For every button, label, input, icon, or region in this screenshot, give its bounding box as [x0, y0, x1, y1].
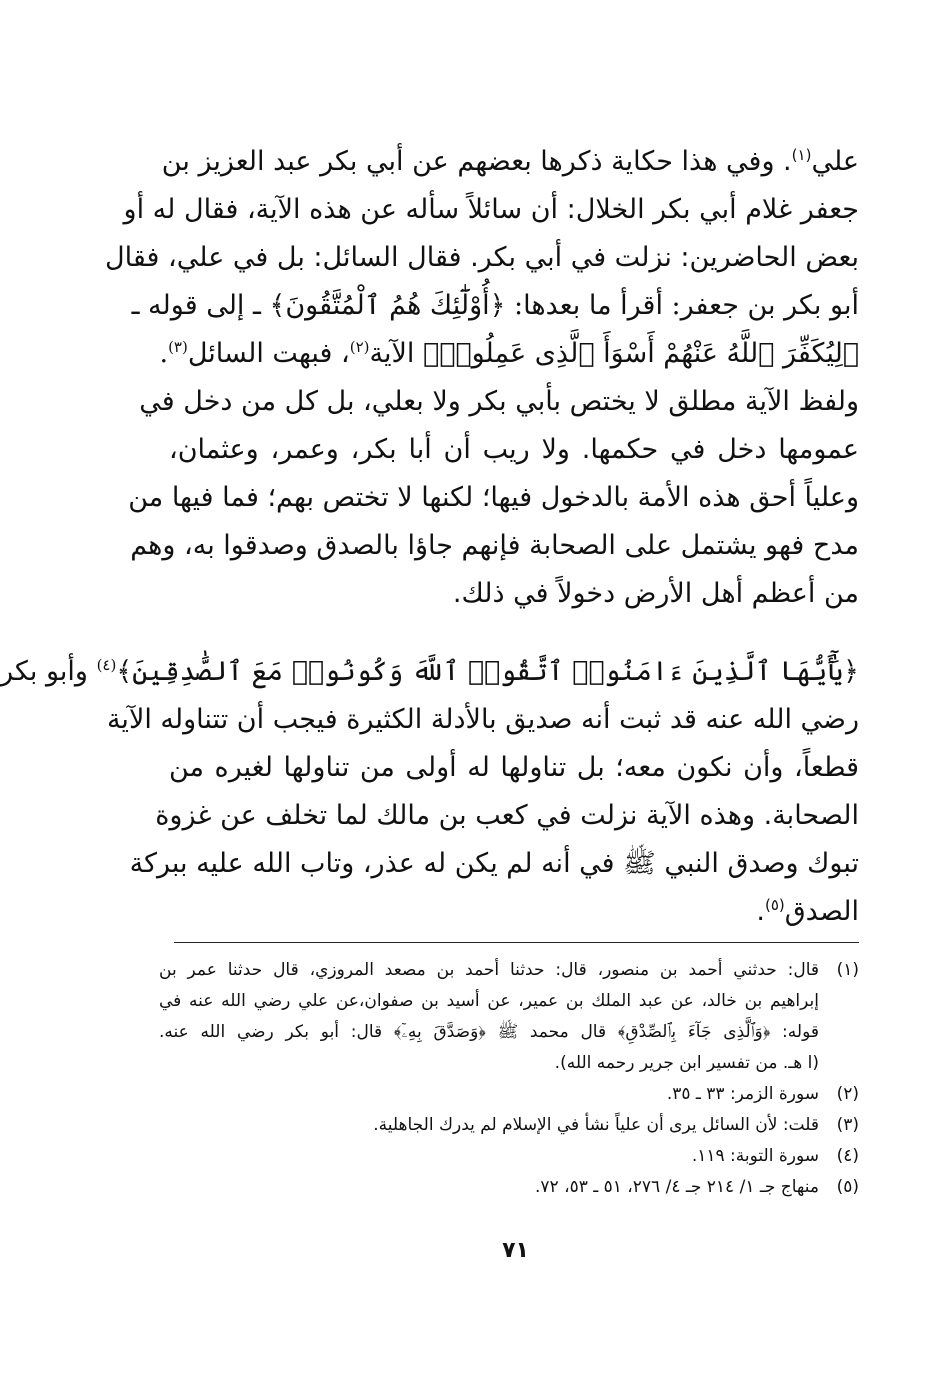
footnote-line: قوله: ﴿وَٱلَّذِى جَآءَ بِٱلصِّدْقِ﴾ قال محمد ﷺ ﴿وَصَدَّقَ بِهِۦٓ﴾ قال: أبو بكر رضي الله عنه.	[159, 1022, 819, 1042]
text-line: عمومها دخل في حكمها. ولا ريب أن أبا بكر، وعمر، وعثمان،	[169, 434, 859, 465]
footnote-line: سورة الزمر: ٣٣ ـ ٣٥.	[666, 1084, 819, 1104]
footnote-text	[159, 955, 819, 1079]
footnote-4	[159, 1141, 859, 1172]
footnotes	[159, 955, 859, 1203]
page-number: ٧١	[502, 1238, 529, 1263]
text-line: الصدق$^{(٥)}$.	[756, 896, 859, 927]
text-line: ﴿لِيُكَفِّرَ ٱللَّهُ عَنْهُمْ أَسْوَأَ ٱلَّذِى عَمِلُوا۟﴾ الآية$^{(٢)}$، فبهت السائل$^{(٣)}$.	[159, 338, 859, 369]
footnote-line: إبراهيم بن خالد، عن عبد الملك بن عمير، عن أسيد بن صفوان،عن علي رضي الله عنه في	[159, 991, 819, 1011]
footnote-1	[159, 955, 859, 1079]
text-line: من أعظم أهل الأرض دخولاً في ذلك.	[452, 578, 859, 609]
text-line: قطعاً، وأن نكون معه؛ بل تناولها له أولى من تناولها لغيره من	[169, 752, 859, 783]
text-line: مدح فهو يشتمل على الصحابة فإنهم جاؤا بالصدق وصدقوا به، وهم	[130, 530, 859, 561]
footnote-text	[159, 1141, 819, 1172]
footnote-ref: (١)	[791, 146, 812, 164]
footnote-ref: (٢)	[349, 338, 370, 356]
footnote-line: قلت: لأن السائل يرى أن علياً نشأ في الإسلام لم يدرك الجاهلية.	[373, 1115, 819, 1135]
text-line: ﴿يَٰٓأَيُّهَا ٱلَّذِينَ ءَامَنُوا۟ ٱتَّقُوا۟ ٱللَّهَ وَكُونُوا۟ مَعَ ٱلصَّٰدِقِينَ﴾$^{(٤)}$ وأبو بكر	[0, 656, 859, 687]
text-line: علي$^{(١)}$. وفي هذا حكاية ذكرها بعضهم عن أبي بكر عبد العزيز بن	[161, 146, 859, 177]
footnote-divider	[174, 942, 859, 943]
footnote-line: سورة التوبة: ١١٩.	[691, 1146, 819, 1166]
footnote-line: قال: حدثني أحمد بن منصور، قال: حدثنا أحمد بن مصعد المروزي، قال حدثنا عمر بن	[159, 960, 819, 980]
footnote-text	[159, 1110, 819, 1141]
footnote-number: (٥)	[836, 1177, 859, 1197]
text-line: ولفظ الآية مطلق لا يختص بأبي بكر ولا بعلي، بل كل من دخل في	[139, 386, 859, 417]
footnote-number: (١)	[836, 960, 859, 980]
footnote-ref: (٣)	[168, 338, 188, 356]
footnote-number: (٤)	[836, 1146, 859, 1166]
text-line: الصحابة. وهذه الآية نزلت في كعب بن مالك لما تخلف عن غزوة	[155, 800, 859, 831]
text-line: أبو بكر بن جعفر: أقرأ ما بعدها: ﴿أُوْلَٰٓئِكَ هُمُ ٱلْمُتَّقُونَ﴾ ـ إلى قوله ـ	[131, 290, 859, 321]
paragraph-1	[105, 138, 859, 618]
footnote-line: (ا هـ. من تفسير ابن جرير رحمه الله).	[554, 1053, 819, 1073]
footnote-text	[159, 1172, 819, 1203]
footnote-text	[159, 1079, 819, 1110]
footnote-line: منهاج جـ ١/ ٢١٤ جـ ٤/ ٢٧٦، ٥١ ـ ٥٣، ٧٢.	[535, 1177, 819, 1197]
text-line: جعفر غلام أبي بكر الخلال: أن سائلاً سأله عن هذه الآية، فقال له أو	[123, 194, 859, 225]
footnote-3	[159, 1110, 859, 1141]
text-line: وعلياً أحق هذه الأمة بالدخول فيها؛ لكنها لا تختص بهم؛ فما فيها من	[128, 482, 859, 513]
text-line: تبوك وصدق النبي ﷺ في أنه لم يكن له عذر، وتاب الله عليه ببركة	[129, 848, 859, 879]
paragraph-2	[0, 648, 859, 936]
footnote-number: (٣)	[836, 1115, 859, 1135]
footnote-ref: (٥)	[764, 896, 785, 914]
text-line: بعض الحاضرين: نزلت في أبي بكر. فقال السائل: بل في علي، فقال	[105, 242, 859, 273]
footnote-number: (٢)	[836, 1084, 859, 1104]
footnote-2	[159, 1079, 859, 1110]
footnote-5	[159, 1172, 859, 1203]
text-line: رضي الله عنه قد ثبت أنه صديق بالأدلة الكثيرة فيجب أن تتناوله الآية	[106, 704, 859, 735]
footnote-ref: (٤)	[96, 656, 117, 674]
